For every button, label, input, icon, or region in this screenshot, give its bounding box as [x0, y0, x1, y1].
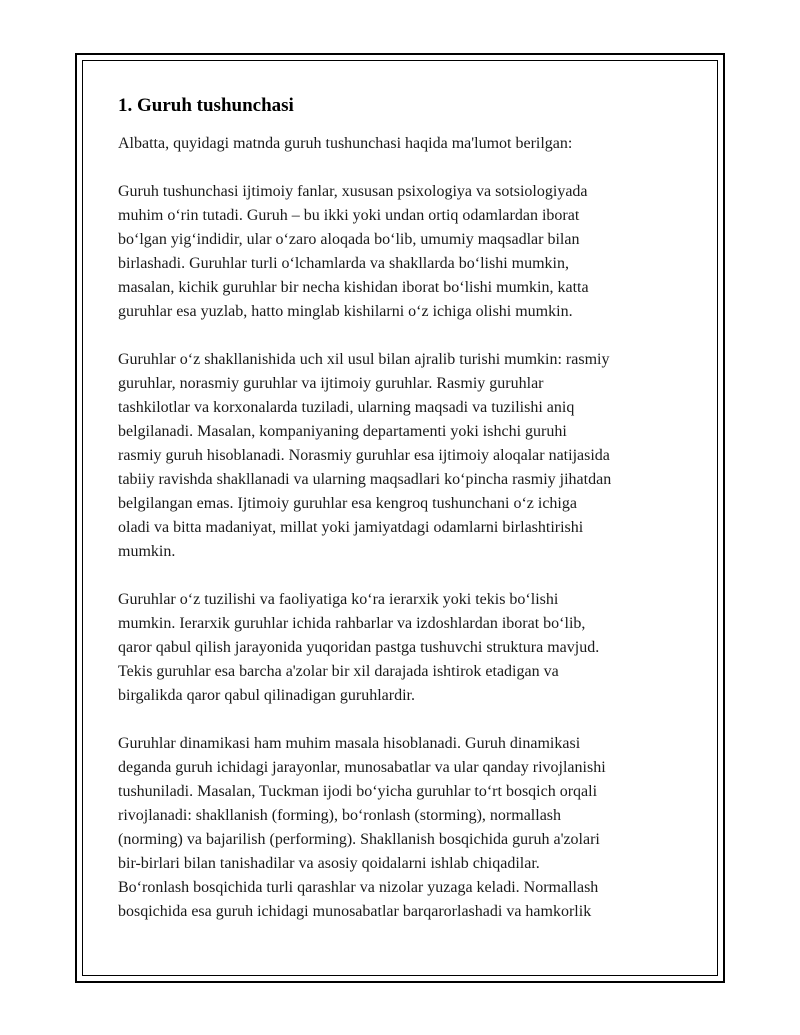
text-line: rivojlanadi: shakllanish (forming), bo‘ronlash (storming), normallash: [118, 807, 562, 824]
paragraph: [118, 732, 688, 924]
text-line: Guruhlar dinamikasi ham muhim masala hisoblanadi. Guruh dinamikasi: [118, 735, 581, 752]
text-line: birgalikda qaror qabul qilinadigan guruhlardir.: [118, 687, 415, 704]
text-line: belgilangan emas. Ijtimoiy guruhlar esa kengroq tushunchani o‘z ichiga: [118, 495, 577, 512]
text-line: mumkin. Ierarxik guruhlar ichida rahbarlar va izdoshlardan iborat bo‘lib,: [118, 615, 586, 632]
paragraph: [118, 588, 688, 708]
text-line: guruhlar esa yuzlab, hatto minglab kishilarni o‘z ichiga olishi mumkin.: [118, 303, 573, 320]
text-line: belgilanadi. Masalan, kompaniyaning departamenti yoki ishchi guruhi: [118, 423, 567, 440]
text-line: mumkin.: [118, 543, 176, 560]
paragraph: [118, 348, 688, 564]
paragraphs-container: [118, 132, 688, 924]
text-line: muhim o‘rin tutadi. Guruh – bu ikki yoki undan ortiq odamlardan iborat: [118, 207, 580, 224]
text-line: Guruh tushunchasi ijtimoiy fanlar, xususan psixologiya va sotsiologiyada: [118, 183, 588, 200]
text-line: bo‘lgan yig‘indidir, ular o‘zaro aloqada bo‘lib, umumiy maqsadlar bilan: [118, 231, 580, 248]
text-line: bosqichida esa guruh ichidagi munosabatlar barqarorlashadi va hamkorlik: [118, 903, 592, 920]
text-line: (norming) va bajarilish (performing). Shakllanish bosqichida guruh a'zolari: [118, 831, 600, 848]
text-line: guruhlar, norasmiy guruhlar va ijtimoiy guruhlar. Rasmiy guruhlar: [118, 375, 544, 392]
paragraph: [118, 180, 688, 324]
text-line: birlashadi. Guruhlar turli o‘lchamlarda va shakllarda bo‘lishi mumkin,: [118, 255, 569, 272]
text-line: tushuniladi. Masalan, Tuckman ijodi bo‘yicha guruhlar to‘rt bosqich orqali: [118, 783, 598, 800]
text-line: masalan, kichik guruhlar bir necha kishidan iborat bo‘lishi mumkin, katta: [118, 279, 589, 296]
text-line: deganda guruh ichidagi jarayonlar, munosabatlar va ular qanday rivojlanishi: [118, 759, 606, 776]
text-line: Bo‘ronlash bosqichida turli qarashlar va nizolar yuzaga keladi. Normallash: [118, 879, 599, 896]
text-line: Tekis guruhlar esa barcha a'zolar bir xil darajada ishtirok etadigan va: [118, 663, 559, 680]
text-line: qaror qabul qilish jarayonida yuqoridan pastga tushuvchi struktura mavjud.: [118, 639, 600, 656]
text-line: rasmiy guruh hisoblanadi. Norasmiy guruhlar esa ijtimoiy aloqalar natijasida: [118, 447, 610, 464]
text-line: bir-birlari bilan tanishadilar va asosiy qoidalarni ishlab chiqadilar.: [118, 855, 540, 872]
document-body: [118, 92, 688, 948]
text-line: Albatta, quyidagi matnda guruh tushunchasi haqida ma'lumot berilgan:: [118, 135, 573, 152]
text-line: oladi va bitta madaniyat, millat yoki jamiyatdagi odamlarni birlashtirishi: [118, 519, 584, 536]
text-line: Guruhlar o‘z tuzilishi va faoliyatiga ko‘ra ierarxik yoki tekis bo‘lishi: [118, 591, 559, 608]
paragraph: [118, 132, 688, 156]
section-heading: 1. Guruh tushunchasi: [118, 95, 294, 116]
text-line: tabiiy ravishda shakllanadi va ularning maqsadlari ko‘pincha rasmiy jihatdan: [118, 471, 612, 488]
text-line: Guruhlar o‘z shakllanishida uch xil usul bilan ajralib turishi mumkin: rasmiy: [118, 351, 610, 368]
text-line: tashkilotlar va korxonalarda tuziladi, ularning maqsadi va tuzilishi aniq: [118, 399, 575, 416]
